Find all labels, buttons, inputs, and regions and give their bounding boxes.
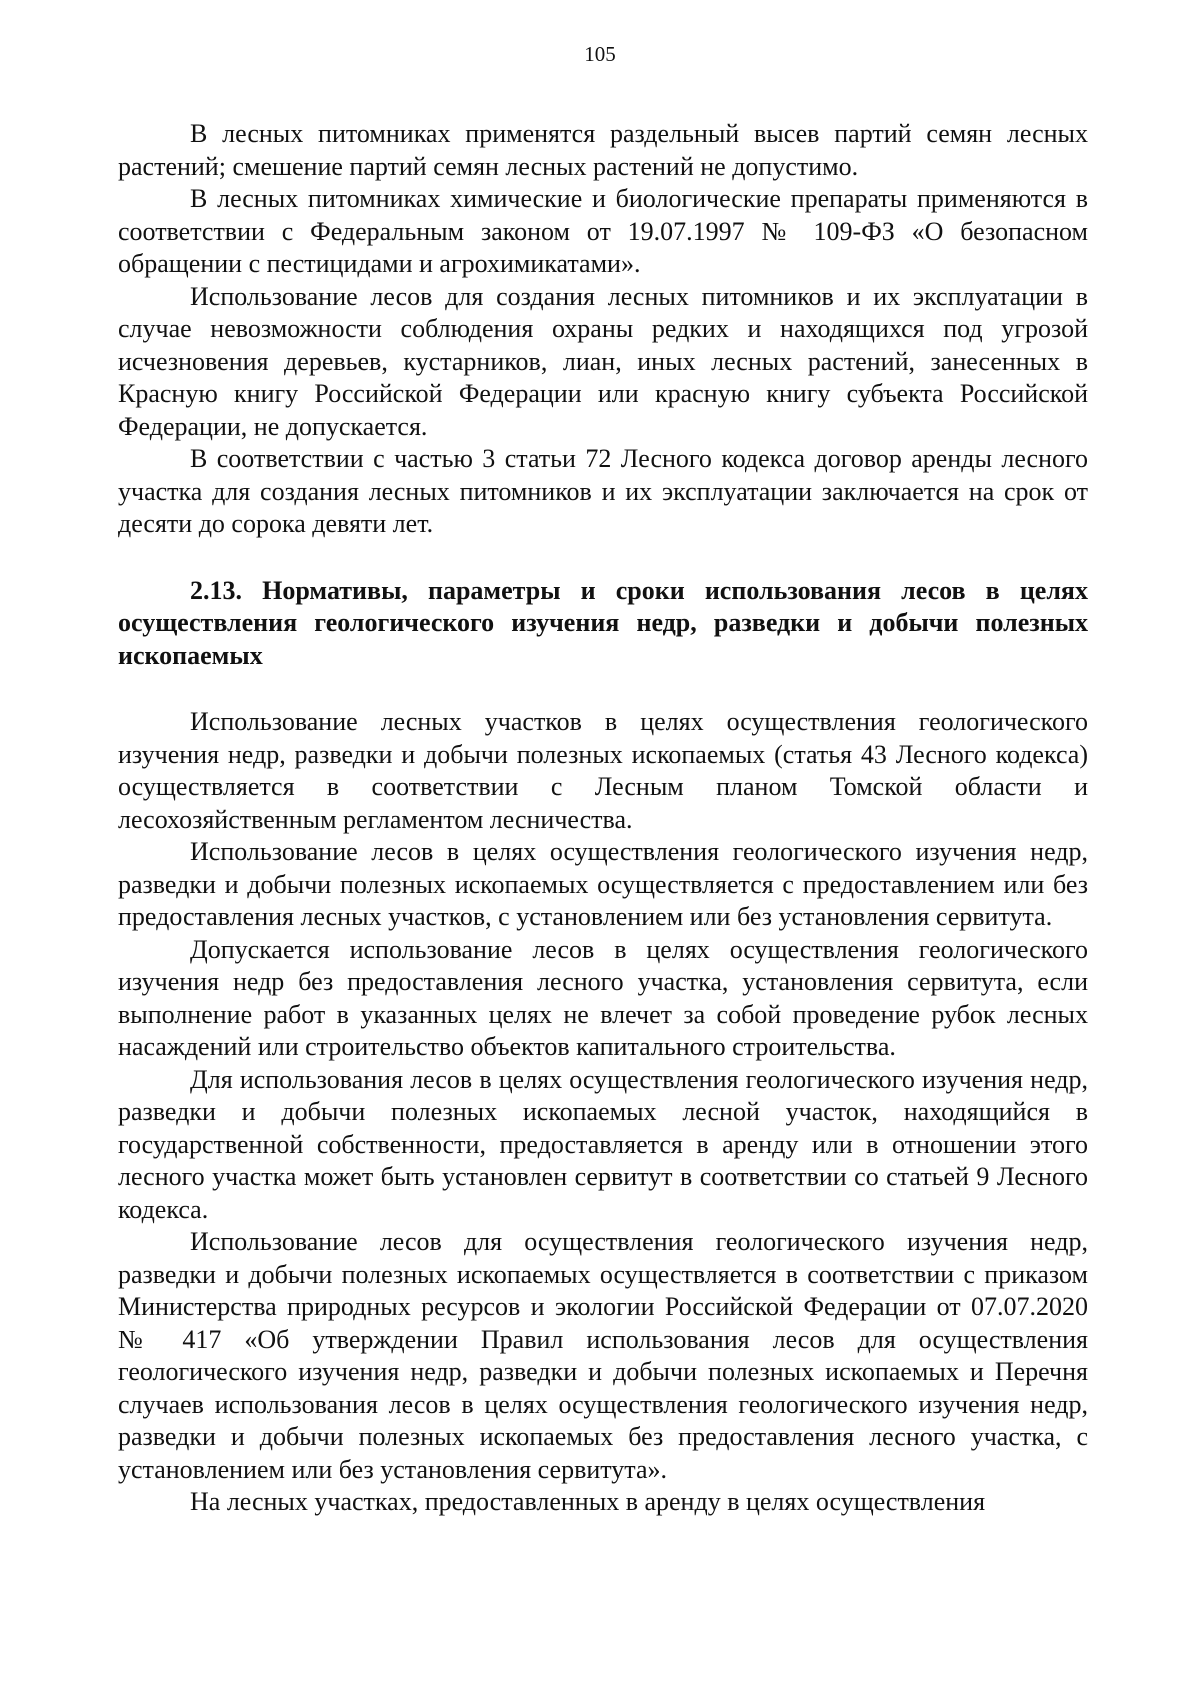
paragraph: Для использования лесов в целях осуществления геологического изучения недр, разведки и добычи полезных ископаемых лесной участок, находящийся в государственной собственности, предоставляется в аренду или в отношении этого лесного участка может быть установлен сервитут в соответствии со статьей 9 Лесного кодекса. [118,1064,1088,1224]
paragraph: Использование лесов для осуществления геологического изучения недр, разведки и добычи полезных ископаемых осуществляется в соответствии с приказом Министерства природных ресурсов и экологии Российской Федерации от 07.07.2020 № 417 «Об утверждении Правил использования лесов для осуществления геологического изучения недр, разведки и добычи полезных ископаемых и Перечня случаев использования лесов в целях осуществления геологического изучения недр, разведки и добычи полезных ископаемых без предоставления лесного участка, с установлением или без установления сервитута». [118,1227,1088,1484]
paragraph: В лесных питомниках применятся раздельный высев партий семян лесных растений; смешение партий семян лесных растений не допустимо. [118,119,1088,181]
section-heading: 2.13. Нормативы, параметры и сроки использования лесов в целях осуществления геологического изучения недр, разведки и добычи полезных ископаемых [118,575,1088,670]
paragraph: В соответствии с частью 3 статьи 72 Лесного кодекса договор аренды лесного участка для создания лесных питомников и их эксплуатации заключается на срок от десяти до сорока девяти лет. [118,444,1088,538]
paragraph: Использование лесов для создания лесных питомников и их эксплуатации в случае невозможности соблюдения охраны редких и находящихся под угрозой исчезновения деревьев, кустарников, лиан, иных лесных растений, занесенных в Красную книгу Российской Федерации или красную книгу субъекта Российской Федерации, не допускается. [118,281,1088,441]
page-number: 105 [584,42,616,66]
paragraph: В лесных питомниках химические и биологические препараты применяются в соответствии с Федеральным законом от 19.07.1997 № 109-ФЗ «О безопасном обращении с пестицидами и агрохимикатами». [118,184,1088,278]
page-content [118,118,1088,1519]
paragraph: Использование лесов в целях осуществления геологического изучения недр, разведки и добычи полезных ископаемых осуществляется с предоставлением или без предоставления лесных участков, с установлением или без установления сервитута. [118,837,1088,931]
paragraph: Допускается использование лесов в целях осуществления геологического изучения недр без предоставления лесного участка, установления сервитута, если выполнение работ в указанных целях не влечет за собой проведение рубок лесных насаждений или строительство объектов капитального строительства. [118,934,1088,1061]
paragraph: На лесных участках, предоставленных в аренду в целях осуществления [190,1487,986,1516]
paragraph: Использование лесных участков в целях осуществления геологического изучения недр, разведки и добычи полезных ископаемых (статья 43 Лесного кодекса) осуществляется в соответствии с Лесным планом Томской области и лесохозяйственным регламентом лесничества. [118,707,1088,834]
